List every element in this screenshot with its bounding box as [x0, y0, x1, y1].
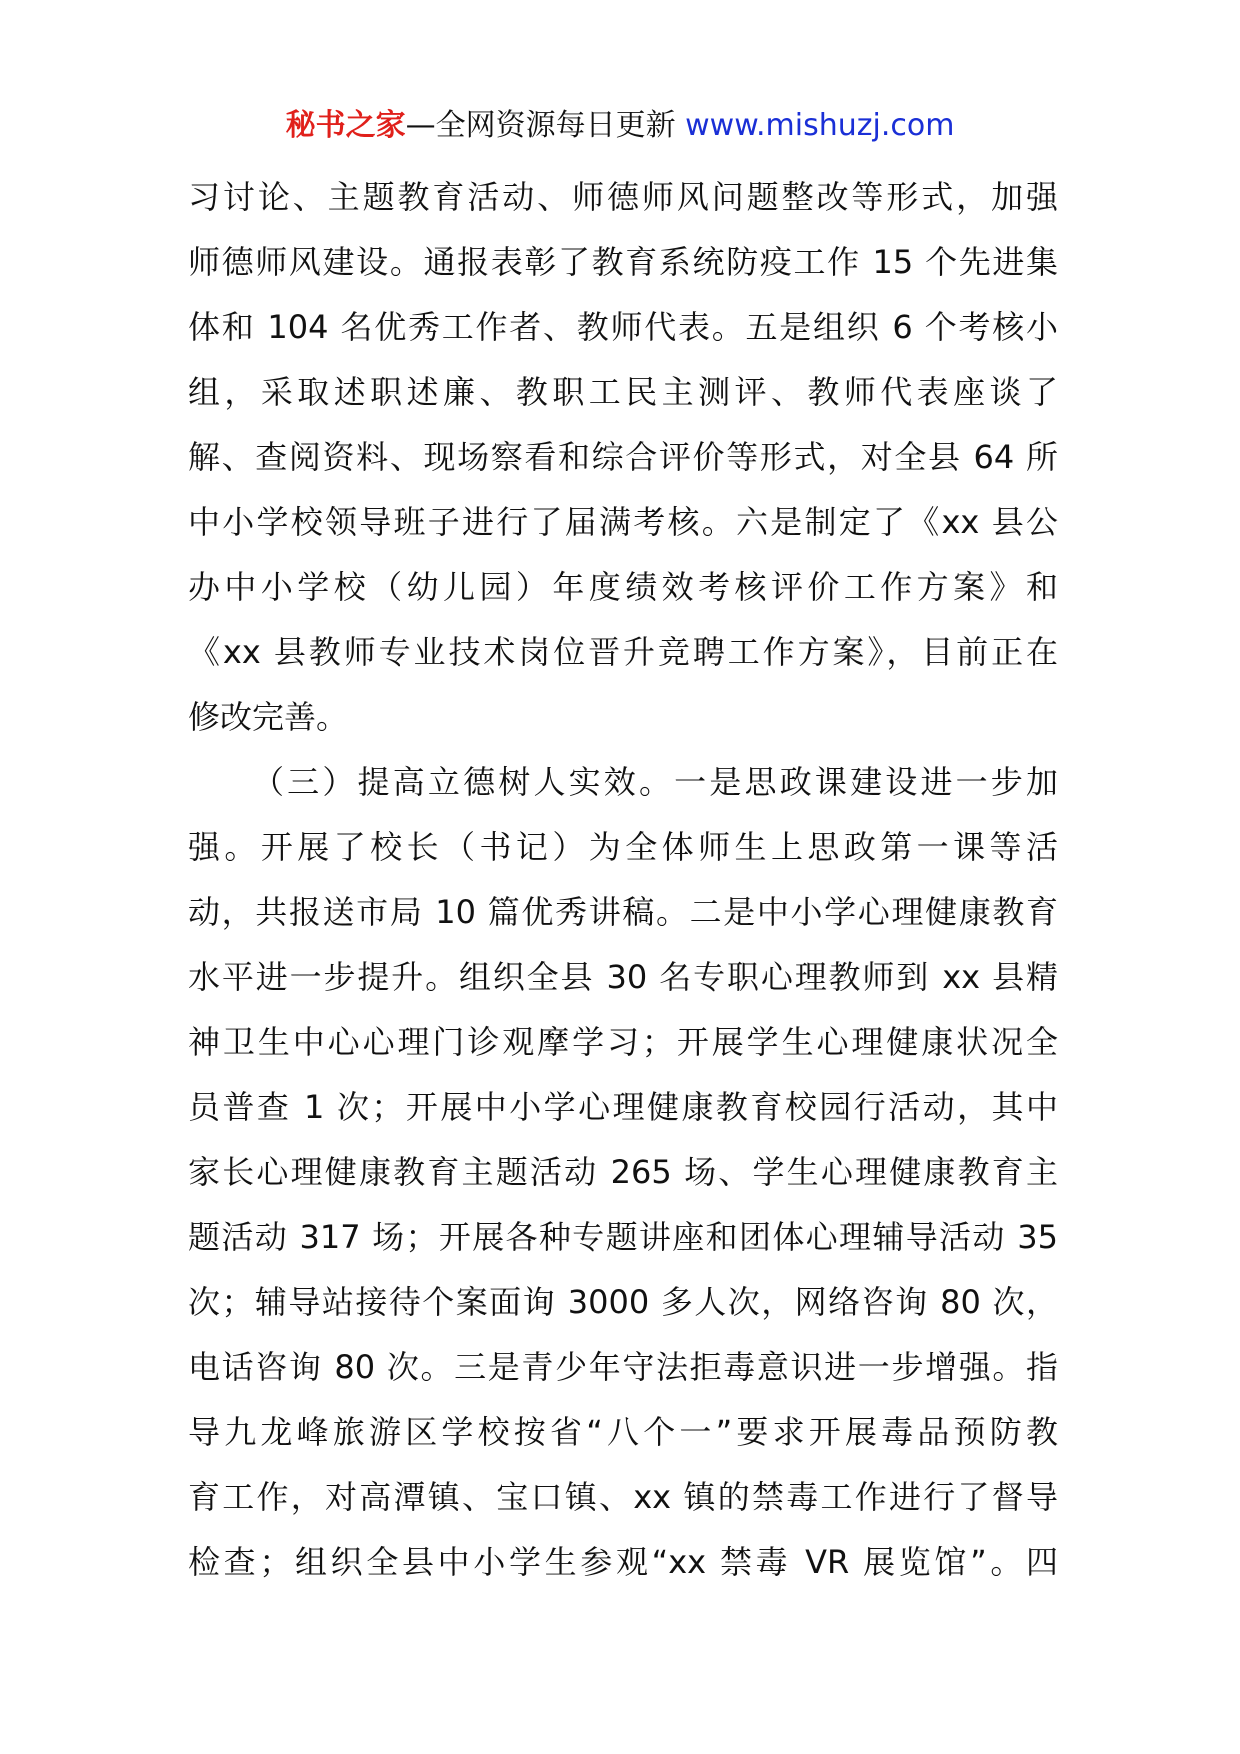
- text-line: 中小学校领导班子进行了届满考核。六是制定了《xx 县公: [188, 503, 1058, 541]
- paragraph-1: [188, 165, 1058, 750]
- text-line: 体和 104 名优秀工作者、教师代表。五是组织 6 个考核小: [188, 308, 1058, 346]
- text-line: 题活动 317 场；开展各种专题讲座和团体心理辅导活动 35: [188, 1218, 1058, 1256]
- text-line: 办中小学校（幼儿园）年度绩效考核评价工作方案》和: [188, 568, 1058, 606]
- brand-name: 秘书之家: [285, 108, 406, 143]
- text-line: 家长心理健康教育主题活动 265 场、学生心理健康教育主: [188, 1153, 1058, 1191]
- text-line: 组，采取述职述廉、教职工民主测评、教师代表座谈了: [188, 373, 1058, 411]
- text-line: 师德师风建设。通报表彰了教育系统防疫工作 15 个先进集: [188, 243, 1058, 281]
- text-line: 检查；组织全县中小学生参观“xx 禁毒 VR 展览馆”。四: [188, 1543, 1058, 1581]
- text-line: 神卫生中心心理门诊观摩学习；开展学生心理健康状况全: [188, 1023, 1058, 1061]
- text-line: （三）提高立德树人实效。一是思政课建设进一步加: [252, 763, 1058, 801]
- document-body: [188, 165, 1058, 1595]
- text-line: 解、查阅资料、现场察看和综合评价等形式，对全县 64 所: [188, 438, 1058, 476]
- website-link[interactable]: www.mishuzj.com: [685, 108, 955, 143]
- text-line: 员普查 1 次；开展中小学心理健康教育校园行活动，其中: [188, 1088, 1058, 1126]
- text-line: 电话咨询 80 次。三是青少年守法拒毒意识进一步增强。指: [188, 1348, 1058, 1386]
- page-header: [0, 104, 1240, 148]
- paragraph-2: [188, 750, 1058, 1595]
- text-line: 水平进一步提升。组织全县 30 名专职心理教师到 xx 县精: [188, 958, 1058, 996]
- header-tagline: —全网资源每日更新: [405, 108, 686, 143]
- text-line: 习讨论、主题教育活动、师德师风问题整改等形式，加强: [188, 178, 1058, 216]
- text-line: 导九龙峰旅游区学校按省“八个一”要求开展毒品预防教: [188, 1413, 1058, 1451]
- text-line: 次；辅导站接待个案面询 3000 多人次，网络咨询 80 次，: [188, 1283, 1058, 1321]
- text-line: 《xx 县教师专业技术岗位晋升竞聘工作方案》，目前正在: [188, 633, 1058, 671]
- text-line: 动，共报送市局 10 篇优秀讲稿。二是中小学心理健康教育: [188, 893, 1058, 931]
- text-line: 强。开展了校长（书记）为全体师生上思政第一课等活: [188, 828, 1058, 866]
- text-line: 修改完善。: [188, 698, 349, 736]
- text-line: 育工作，对高潭镇、宝口镇、xx 镇的禁毒工作进行了督导: [188, 1478, 1058, 1516]
